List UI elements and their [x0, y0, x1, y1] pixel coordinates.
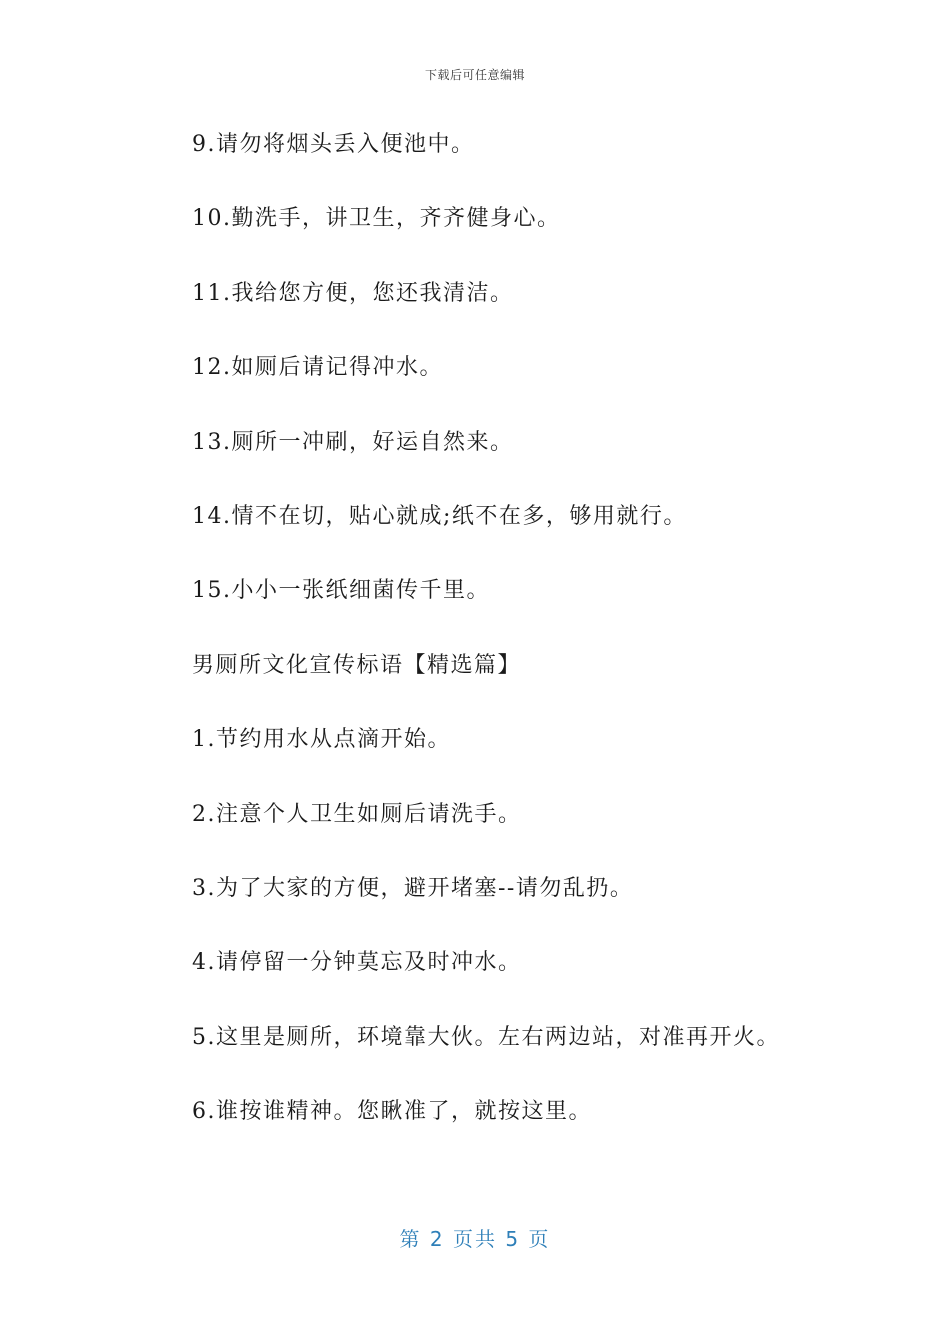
slogan-line: 3.为了大家的方便，避开堵塞--请勿乱扔。 — [192, 875, 634, 901]
slogan-line: 9.请勿将烟头丢入便池中。 — [192, 132, 475, 157]
slogan-line: 13.厕所一冲刷，好运自然来。 — [192, 429, 514, 455]
section-heading: 男厕所文化宣传标语【精选篇】 — [192, 652, 522, 678]
page-number-footer: 第 2 页共 5 页 — [399, 1227, 551, 1251]
slogan-line: 12.如厕后请记得冲水。 — [192, 355, 443, 381]
slogan-line: 11.我给您方便，您还我清洁。 — [192, 280, 514, 306]
slogan-line: 10.勤洗手，讲卫生，齐齐健身心。 — [192, 206, 561, 232]
document-body — [192, 128, 832, 1169]
slogan-line: 6.谁按谁精神。您瞅准了，就按这里。 — [192, 1099, 592, 1125]
slogan-line: 4.请停留一分钟莫忘及时冲水。 — [192, 950, 522, 976]
slogan-line: 15.小小一张纸细菌传千里。 — [192, 578, 490, 604]
slogan-line: 1.节约用水从点滴开始。 — [192, 727, 451, 753]
slogan-line: 5.这里是厕所，环境靠大伙。左右两边站，对准再开火。 — [192, 1024, 780, 1050]
slogan-line: 2.注意个人卫生如厕后请洗手。 — [192, 801, 522, 827]
slogan-line: 14.情不在切，贴心就成;纸不在多，够用就行。 — [192, 503, 687, 529]
page-header: 下载后可任意编辑 — [424, 68, 525, 82]
